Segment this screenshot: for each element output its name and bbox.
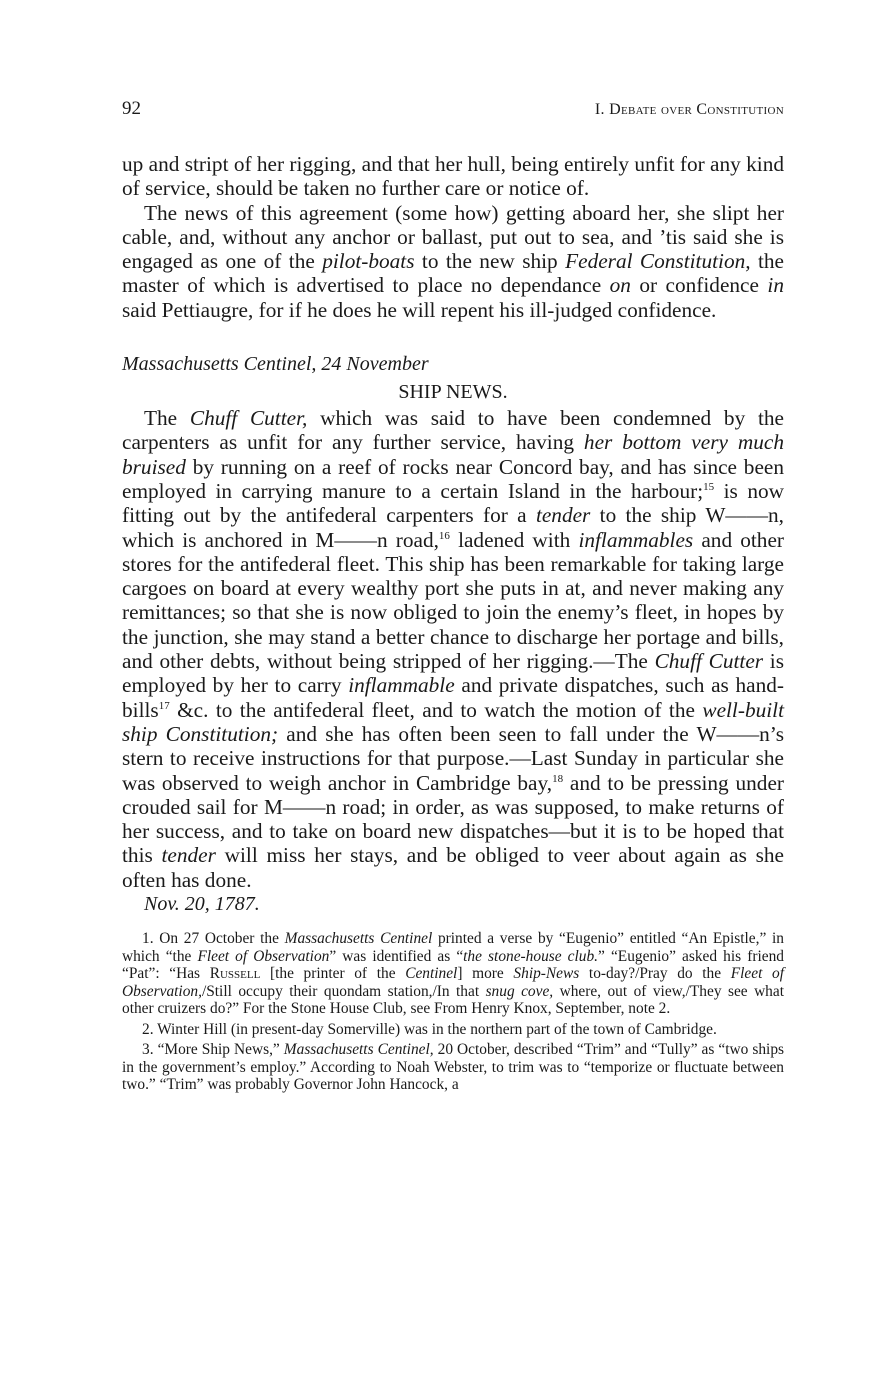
footnotes [122, 930, 784, 1094]
paragraph-pilot-boats: The news of this agreement (some how) getting aboard her, she slipt her cable, and, without any anchor or ballast, put out to sea, and ’tis said she is engaged as one of the pilot-boats to the new ship Federal Constitution, the master of which is advertised to place no dependance on or confidence in said Pettiaugre, for if he does he will repent his ill-judged confidence. [122, 200, 784, 322]
footnote-ref: 18 [552, 772, 564, 785]
source-citation: Massachusetts Centinel, 24 November [122, 353, 429, 376]
book-page [122, 98, 784, 1097]
running-head [122, 98, 784, 138]
footnote-ref: 15 [703, 480, 715, 493]
paragraph-continued: up and stript of her rigging, and that her hull, being entirely unfit for any kind of service, should be taken no further care or notice of. [122, 152, 784, 201]
footnote-3: 3. “More Ship News,” Massachusetts Centinel, 20 October, described “Trim” and “Tully” as “two ships in the government’s employ.” According to Noah Webster, to trim was to “temporize or fluctuate between two.” “Trim” was probably Governor John Hancock, a [122, 1041, 784, 1094]
dateline: Nov. 20, 1787. [144, 893, 260, 916]
footnote-ref: 17 [158, 699, 170, 712]
footnote-ref: 16 [438, 529, 450, 542]
page-number: 92 [122, 98, 141, 119]
paragraph-ship-news: The Chuff Cutter, which was said to have been condemned by the carpenters as unfit for any further service, having her bottom very much bruised by running on a reef of rocks near Concord bay, and has since been employed in carrying manure to a certain Island in the harbour;$^{15}$ is now fitting out by the antifederal carpenters for a tender to the ship W——n, which is anchored in M——n road,$^{16}$ ladened with inflammables and other stores for the antifederal fleet. This ship has been remarkable for taking large cargoes on board at every wealthy port she puts in at, and never making any remittances; so that she is now obliged to join the enemy’s fleet, in hopes by the junction, she may stand a better chance to discharge her portage and bills, and other debts, without being stripped of her rigging.—The Chuff Cutter is employed by her to carry inflammable and private dispatches, such as hand-bills$^{17}$ &c. to the antifederal fleet, and to watch the motion of the well-built ship Constitution; and she has often been seen to fall under the W——n’s stern to receive instructions for that purpose.—Last Sunday in particular she was observed to weigh anchor in Cambridge bay,$^{18}$ and to be pressing under crouded sail for M——n road; in order, as was supposed, to make returns of her success, and to take on board new dispatches—but it is to be hoped that this tender will miss her stays, and be obliged to veer about again as she often has done. [122, 406, 785, 892]
article-heading: SHIP NEWS. [398, 381, 508, 404]
footnote-2: 2. Winter Hill (in present-day Somerville) was in the northern part of the town of Cambridge. [142, 1020, 717, 1038]
footnote-1: 1. On 27 October the Massachusetts Centinel printed a verse by “Eugenio” entitled “An Epistle,” in which “the Fleet of Observation” was identified as “the stone-house club.” “Eugenio” asked his friend “Pat”: “Has Russell [the printer of the Centinel] more Ship-News to-day?/Pray do the Fleet of Observation,/Still occupy their quondam station,/In that snug cove, where, out of view,/They see what other cruizers do?” For the Stone House Club, see From Henry Knox, September, note 2. [122, 930, 784, 1018]
section-title: I. Debate over Constitution [594, 101, 784, 118]
